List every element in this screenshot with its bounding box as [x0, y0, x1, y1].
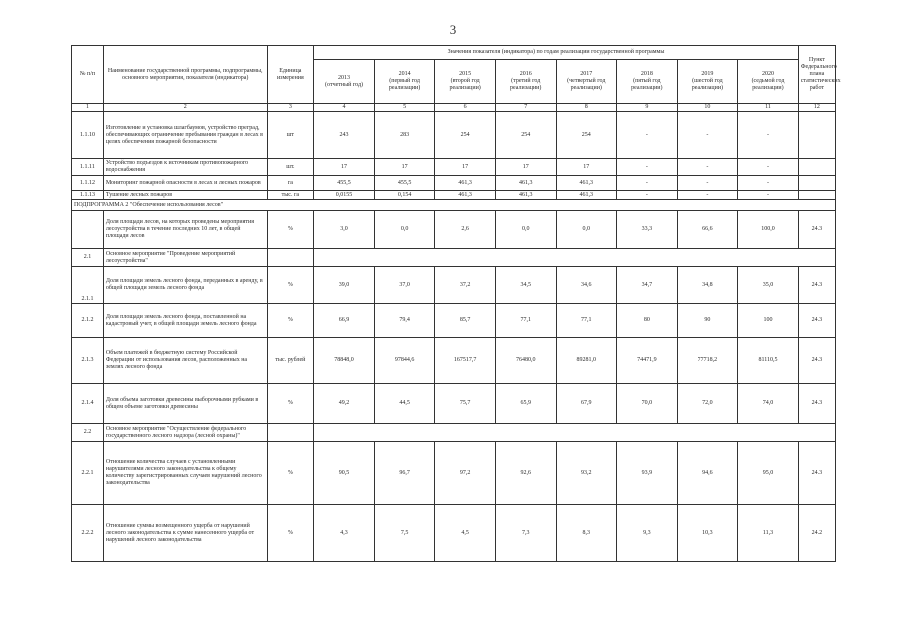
row-number: 2.1.1 [72, 267, 104, 304]
event-number: 2.1 [72, 249, 104, 267]
row-value: - [677, 159, 738, 176]
header-year-label: (второй год реализации) [449, 78, 481, 91]
column-number: 9 [617, 104, 678, 112]
row-value: 95,0 [738, 442, 799, 505]
row-number [72, 211, 104, 249]
row-value: 283 [374, 112, 435, 159]
table-row [72, 304, 836, 338]
row-value: 34,5 [495, 267, 556, 304]
table-row [72, 159, 836, 176]
page-number: 3 [449, 22, 457, 37]
subprogram-title: ПОДПРОГРАММА 2 "Обеспечение использования лесов" [72, 200, 836, 211]
row-value: 66,6 [677, 211, 738, 249]
empty-cell [738, 424, 799, 442]
header-year [435, 60, 496, 104]
empty-cell [374, 424, 435, 442]
row-value: 100,0 [738, 211, 799, 249]
row-number: 2.1.4 [72, 384, 104, 424]
header-year [738, 60, 799, 104]
row-number: 1.1.13 [72, 191, 104, 200]
row-plan: 24.2 [798, 505, 835, 562]
column-number: 8 [556, 104, 617, 112]
row-value: 77718,2 [677, 338, 738, 384]
row-value: 10,3 [677, 505, 738, 562]
empty-cell [267, 249, 314, 267]
row-name: Мониторинг пожарной опасности в лесах и лесных пожаров [103, 176, 267, 191]
row-value: 4,5 [435, 505, 496, 562]
header-year-label: (четвертый год реализации) [567, 78, 606, 91]
row-number: 2.1.2 [72, 304, 104, 338]
header-year-value: 2019 [701, 71, 714, 77]
row-value: 254 [435, 112, 496, 159]
row-value: 461,3 [495, 176, 556, 191]
empty-cell [556, 424, 617, 442]
row-value: 0,0 [556, 211, 617, 249]
row-value: 100 [738, 304, 799, 338]
row-value: - [738, 176, 799, 191]
column-number: 5 [374, 104, 435, 112]
header-year-label: (шестой год реализации) [691, 78, 724, 91]
row-unit: шт. [267, 159, 314, 176]
empty-cell [617, 424, 678, 442]
header-year-value: 2017 [580, 71, 593, 77]
event-name: Основное мероприятие "Проведение мероприятий лесоустройства" [103, 249, 267, 267]
empty-cell [374, 249, 435, 267]
row-value: 2,6 [435, 211, 496, 249]
row-value: 167517,7 [435, 338, 496, 384]
table-row [72, 112, 836, 159]
row-unit: % [267, 304, 314, 338]
row-name: Доля площади земель лесного фонда, поставленной на кадастровый учет, в общей площади земель лесного фонда [103, 304, 267, 338]
row-value: 17 [314, 159, 375, 176]
empty-cell [435, 249, 496, 267]
row-value: 90,5 [314, 442, 375, 505]
row-value: 461,3 [556, 191, 617, 200]
row-value: 44,5 [374, 384, 435, 424]
header-year-value: 2020 [761, 71, 774, 77]
row-value: 78848,0 [314, 338, 375, 384]
row-unit: тыс. га [267, 191, 314, 200]
empty-cell [314, 424, 375, 442]
row-value: 94,6 [677, 442, 738, 505]
column-number: 6 [435, 104, 496, 112]
table-row [72, 267, 836, 304]
table-row [72, 191, 836, 200]
row-value: 97,2 [435, 442, 496, 505]
row-plan: 24.3 [798, 384, 835, 424]
row-unit: га [267, 176, 314, 191]
row-value: 34,8 [677, 267, 738, 304]
row-value: 35,0 [738, 267, 799, 304]
row-value: 0,0 [495, 211, 556, 249]
row-name: Устройство подъездов к источникам противопожарного водоснабжения [103, 159, 267, 176]
column-number: 1 [72, 104, 104, 112]
row-value: - [617, 159, 678, 176]
empty-cell [314, 249, 375, 267]
header-year [677, 60, 738, 104]
header-year-label: (третий год реализации) [510, 78, 542, 91]
row-number: 1.1.12 [72, 176, 104, 191]
header-values: Значения показателя (индикатора) по годам реализации государственной программы [314, 46, 799, 60]
row-value: - [617, 112, 678, 159]
row-value: 17 [435, 159, 496, 176]
row-value: 75,7 [435, 384, 496, 424]
empty-cell [798, 424, 835, 442]
row-value: 67,9 [556, 384, 617, 424]
empty-cell [677, 249, 738, 267]
column-number: 12 [798, 104, 835, 112]
row-unit: % [267, 267, 314, 304]
table-row [72, 338, 836, 384]
header-year-value: 2018 [640, 71, 653, 77]
empty-cell [435, 424, 496, 442]
row-value: 72,0 [677, 384, 738, 424]
row-number: 1.1.10 [72, 112, 104, 159]
row-value: 455,5 [374, 176, 435, 191]
header-year [495, 60, 556, 104]
row-value: 49,2 [314, 384, 375, 424]
table-row [72, 176, 836, 191]
empty-cell [495, 249, 556, 267]
row-plan: 24.3 [798, 338, 835, 384]
row-value: 461,3 [435, 191, 496, 200]
header-year-label: (отчетный год) [325, 81, 364, 88]
row-plan [798, 176, 835, 191]
row-value: 37,0 [374, 267, 435, 304]
row-value: - [617, 191, 678, 200]
column-numbers-row [72, 104, 836, 112]
indicators-table [71, 45, 841, 562]
table-row [72, 505, 836, 562]
row-plan: 24.3 [798, 211, 835, 249]
row-value: 11,3 [738, 505, 799, 562]
row-value: 0,0155 [314, 191, 375, 200]
row-unit: шт [267, 112, 314, 159]
row-value: 17 [556, 159, 617, 176]
column-number: 2 [103, 104, 267, 112]
header-year [374, 60, 435, 104]
event-row [72, 424, 836, 442]
row-unit: % [267, 384, 314, 424]
row-value: 90 [677, 304, 738, 338]
row-number: 1.1.11 [72, 159, 104, 176]
column-number: 4 [314, 104, 375, 112]
row-value: 89281,0 [556, 338, 617, 384]
header-year-label: (пятый год реализации) [631, 78, 663, 91]
event-number: 2.2 [72, 424, 104, 442]
row-value: 9,3 [617, 505, 678, 562]
row-plan: 24.3 [798, 304, 835, 338]
subprogram-row [72, 200, 836, 211]
row-value: 33,3 [617, 211, 678, 249]
row-value: - [677, 176, 738, 191]
empty-cell [556, 249, 617, 267]
empty-cell [617, 249, 678, 267]
header-number: № п/п [72, 46, 104, 104]
table-row [72, 384, 836, 424]
row-value: - [677, 112, 738, 159]
row-value: 34,6 [556, 267, 617, 304]
row-number: 2.2.2 [72, 505, 104, 562]
row-name: Доля площади земель лесного фонда, переданных в аренду, в общей площади земель лесного фонда [103, 267, 267, 304]
row-plan [798, 159, 835, 176]
row-value: 17 [374, 159, 435, 176]
event-row [72, 249, 836, 267]
row-value: - [617, 176, 678, 191]
header-year-value: 2014 [398, 71, 411, 77]
table-body [72, 112, 836, 562]
row-value: - [738, 191, 799, 200]
empty-cell [677, 424, 738, 442]
row-value: 254 [495, 112, 556, 159]
row-number: 2.1.3 [72, 338, 104, 384]
row-value: 461,3 [556, 176, 617, 191]
header-plan: Пункт Федерального плана статистических работ [798, 46, 835, 104]
row-value: 461,3 [495, 191, 556, 200]
row-number: 2.2.1 [72, 442, 104, 505]
row-name: Доля объема заготовки древесины выборочными рубками в общем объеме заготовки древесины [103, 384, 267, 424]
row-value: 37,2 [435, 267, 496, 304]
row-value: 80 [617, 304, 678, 338]
header-unit: Единица измерения [267, 46, 314, 104]
row-value: - [738, 159, 799, 176]
empty-cell [267, 424, 314, 442]
header-year [617, 60, 678, 104]
row-unit: % [267, 442, 314, 505]
row-name: Объем платежей в бюджетную систему Российской Федерации от использования лесов, расположенных на землях лесного фонда [103, 338, 267, 384]
header-year-value: 2013 [338, 74, 351, 81]
row-value: 455,5 [314, 176, 375, 191]
row-plan: 24.3 [798, 442, 835, 505]
row-value: 93,9 [617, 442, 678, 505]
row-name: Тушение лесных пожаров [103, 191, 267, 200]
row-value: 39,0 [314, 267, 375, 304]
row-unit: % [267, 505, 314, 562]
column-number: 3 [267, 104, 314, 112]
row-unit: тыс. рублей [267, 338, 314, 384]
row-value: 92,6 [495, 442, 556, 505]
row-value: 70,0 [617, 384, 678, 424]
event-name: Основное мероприятие "Осуществление федерального государственного лесного надзора (лесной охраны)" [103, 424, 267, 442]
row-value: 34,7 [617, 267, 678, 304]
row-value: 93,2 [556, 442, 617, 505]
row-value: - [677, 191, 738, 200]
empty-cell [798, 249, 835, 267]
row-value: 96,7 [374, 442, 435, 505]
header-year-label: (первый год реализации) [388, 78, 421, 91]
row-name: Отношение количества случаев с установленными нарушителями лесного законодательства к общему количеству зарегистрированных случаев нарушений лесного законодательства [103, 442, 267, 505]
row-value: 74,0 [738, 384, 799, 424]
row-value: 254 [556, 112, 617, 159]
row-name: Отношение суммы возмещенного ущерба от нарушений лесного законодательства к сумме нанесенного ущерба от нарушений лесного законодательства [103, 505, 267, 562]
row-value: - [738, 112, 799, 159]
header-year-label: (седьмой год реализации) [751, 78, 785, 91]
table-row [72, 211, 836, 249]
row-unit: % [267, 211, 314, 249]
row-value: 243 [314, 112, 375, 159]
row-value: 7,3 [495, 505, 556, 562]
row-value: 76480,0 [495, 338, 556, 384]
row-value: 66,9 [314, 304, 375, 338]
header-year [314, 60, 375, 104]
row-value: 77,1 [495, 304, 556, 338]
row-value: 65,9 [495, 384, 556, 424]
table-row [72, 442, 836, 505]
empty-cell [495, 424, 556, 442]
header-name: Наименование государственной программы, подпрограммы, основного мероприятия, показателя (индикатора) [103, 46, 267, 104]
row-value: 74471,9 [617, 338, 678, 384]
row-value: 461,3 [435, 176, 496, 191]
row-value: 7,5 [374, 505, 435, 562]
row-plan [798, 191, 835, 200]
row-value: 81110,5 [738, 338, 799, 384]
row-plan: 24.3 [798, 267, 835, 304]
row-value: 77,1 [556, 304, 617, 338]
row-name: Доля площади лесов, на которых проведены мероприятия лесоустройства в течение последних 10 лет, в общей площади лесов [103, 211, 267, 249]
row-value: 4,3 [314, 505, 375, 562]
row-value: 0,0 [374, 211, 435, 249]
row-value: 8,3 [556, 505, 617, 562]
row-value: 85,7 [435, 304, 496, 338]
row-value: 79,4 [374, 304, 435, 338]
column-number: 10 [677, 104, 738, 112]
empty-cell [738, 249, 799, 267]
column-number: 7 [495, 104, 556, 112]
header-year-value: 2015 [459, 71, 472, 77]
column-number: 11 [738, 104, 799, 112]
row-value: 97844,6 [374, 338, 435, 384]
row-plan [798, 112, 835, 159]
row-name: Изготовление и установка шлагбаумов, устройство преград, обеспечивающих ограничение пребывания граждан в лесах в целях обеспечения пожарной безопасности [103, 112, 267, 159]
row-value: 0,154 [374, 191, 435, 200]
header-year [556, 60, 617, 104]
row-value: 17 [495, 159, 556, 176]
header-year-value: 2016 [519, 71, 532, 77]
row-value: 3,0 [314, 211, 375, 249]
